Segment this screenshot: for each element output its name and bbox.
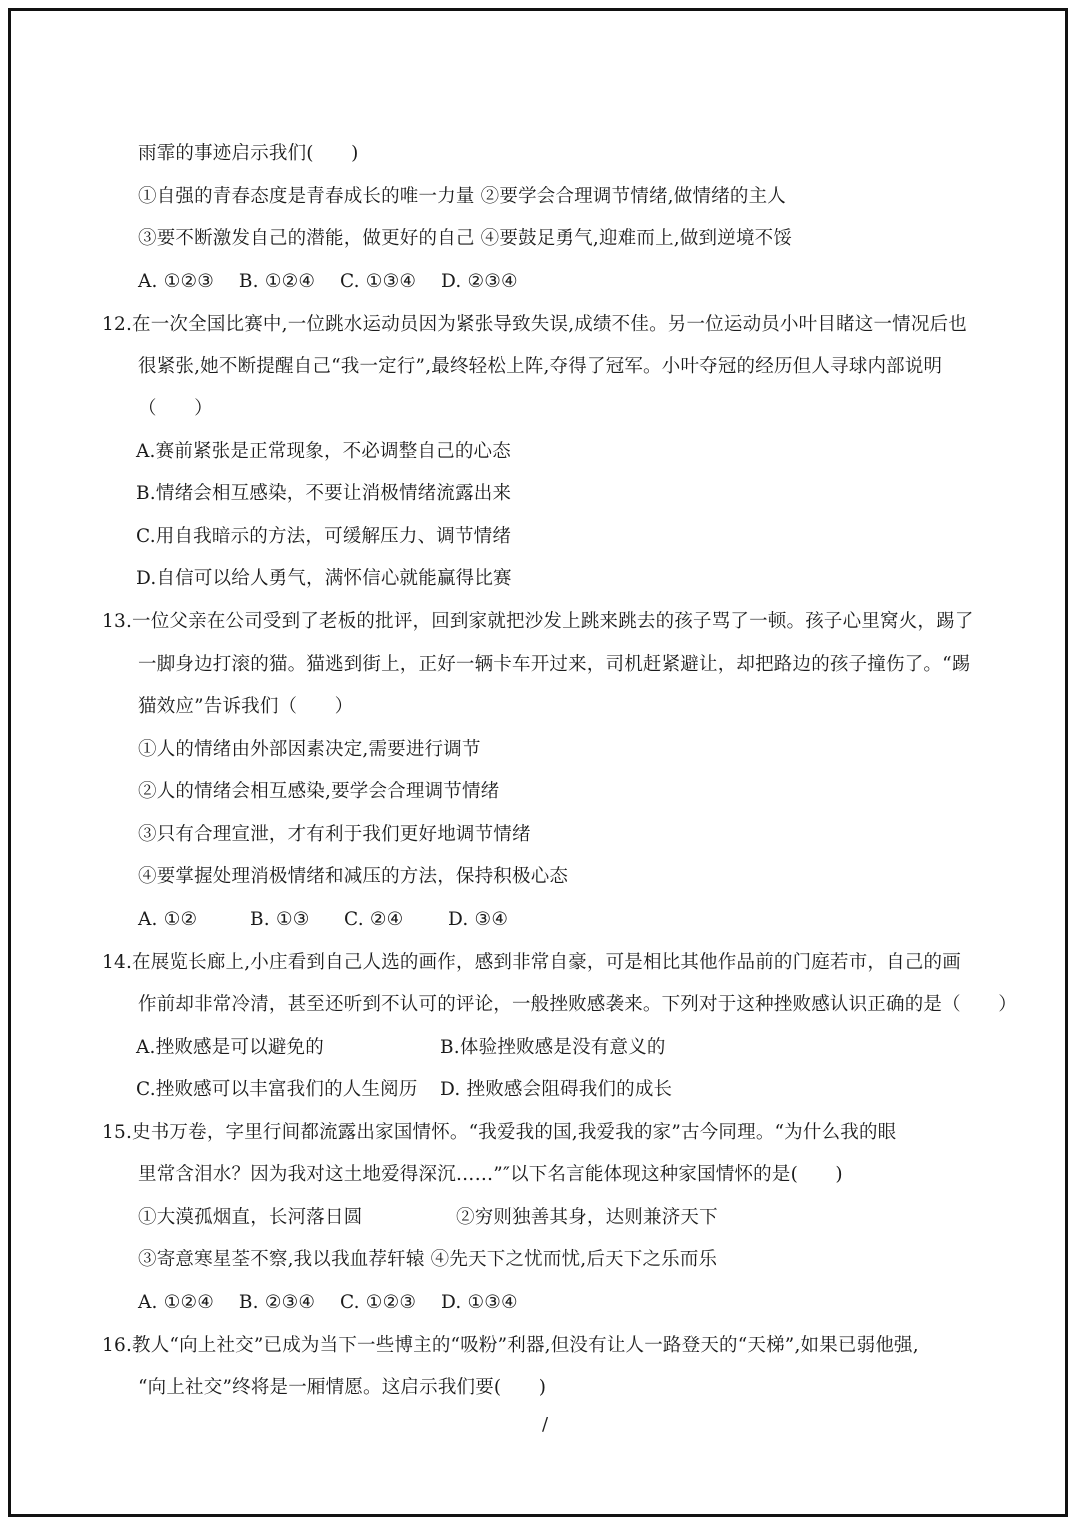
q14-stem-line1: 14.在展览长廊上,小庄看到自己人选的画作，感到非常自豪，可是相比其他作品前的门庭若市，自己的画 [102, 952, 961, 973]
q14-choice-a: A.挫败感是可以避免的 [136, 1037, 324, 1058]
q15-choices: A. ①②④ B. ②③④ C. ①②③ D. ①③④ [138, 1292, 518, 1313]
q15-options-line2: ③寄意寒星荃不察,我以我血荐轩辕 ④先天下之忧而忧,后天下之乐而乐 [138, 1249, 718, 1270]
q11-options-line1: ①自强的青春态度是青春成长的唯一力量 ②要学会合理调节情绪,做情绪的主人 [138, 186, 786, 207]
q16-stem-line1: 16.教人“向上社交”已成为当下一些博主的“吸粉”利器,但没有让人一路登天的“天梯”,如果已弱他强, [102, 1335, 919, 1356]
q12-stem-line2: 很紧张,她不断提醒自己“我一定行”,最终轻松上阵,夺得了冠军。小叶夺冠的经历但人寻球内部说明 [138, 356, 943, 377]
q15-option-2: ②穷则独善其身，达则兼济天下 [456, 1207, 718, 1228]
q16-stem-line2: “向上社交”终将是一厢情愿。这启示我们要( ) [138, 1377, 547, 1398]
q13-choice-d: D. ③④ [448, 909, 509, 930]
q12-choice-c: C.用自我暗示的方法，可缓解压力、调节情绪 [136, 526, 512, 547]
q13-stem-line1: 13.一位父亲在公司受到了老板的批评，回到家就把沙发上跳来跳去的孩子骂了一顿。孩子心里窝火，踢了 [102, 611, 974, 632]
q11-stem-tail: 雨霏的事迹启示我们( ) [138, 143, 359, 164]
q12-stem-line3: （ ） [138, 398, 213, 419]
q14-stem-line2: 作前却非常冷清，甚至还听到不认可的评论，一般挫败感袭来。下列对于这种挫败感认识正确的是（ ） [138, 994, 1017, 1015]
q13-option-1: ①人的情绪由外部因素决定,需要进行调节 [138, 739, 481, 760]
q11-options-line2: ③要不断激发自己的潜能，做更好的自己 ④要鼓足勇气,迎难而上,做到逆境不馁 [138, 228, 793, 249]
q13-choice-b: B. ①③ [250, 909, 310, 930]
q13-stem-line2: 一脚身边打滚的猫。猫逃到街上，正好一辆卡车开过来，司机赶紧避让，却把路边的孩子撞伤了。“踢 [138, 654, 971, 675]
q11-choices: A. ①②③ B. ①②④ C. ①③④ D. ②③④ [138, 271, 518, 292]
q13-stem-line3: 猫效应”告诉我们（ ） [138, 696, 354, 717]
q14-choice-c: C.挫败感可以丰富我们的人生阅历 [136, 1079, 418, 1100]
q15-stem-line1: 15.史书万卷，字里行间都流露出家国情怀。“我爱我的国,我爱我的家”古今同理。“为什么我的眼 [102, 1122, 897, 1143]
q14-choice-b: B.体验挫败感是没有意义的 [440, 1037, 666, 1058]
q13-option-3: ③只有合理宣泄，才有利于我们更好地调节情绪 [138, 824, 531, 845]
q14-choice-d: D. 挫败感会阻碍我们的成长 [440, 1079, 673, 1100]
q15-option-1: ①大漠孤烟直，长河落日圆 [138, 1207, 363, 1228]
q13-choice-c: C. ②④ [344, 909, 404, 930]
q13-choice-a: A. ①② [138, 909, 198, 930]
q13-option-2: ②人的情绪会相互感染,要学会合理调节情绪 [138, 781, 500, 802]
q12-choice-d: D.自信可以给人勇气，满怀信心就能赢得比赛 [136, 568, 512, 589]
q12-stem-line1: 12.在一次全国比赛中,一位跳水运动员因为紧张导致失误,成绩不佳。另一位运动员小叶目睹这一情况后也 [102, 314, 967, 335]
q12-choice-a: A.赛前紧张是正常现象，不必调整自己的心态 [136, 441, 511, 462]
page-footer-mark: / [542, 1414, 549, 1435]
q15-stem-line2: 里常含泪水？因为我对这土地爱得深沉……”″以下名言能体现这种家国情怀的是( ) [138, 1164, 843, 1185]
q13-option-4: ④要掌握处理消极情绪和减压的方法，保持积极心态 [138, 866, 569, 887]
q12-choice-b: B.情绪会相互感染，不要让消极情绪流露出来 [136, 483, 512, 504]
